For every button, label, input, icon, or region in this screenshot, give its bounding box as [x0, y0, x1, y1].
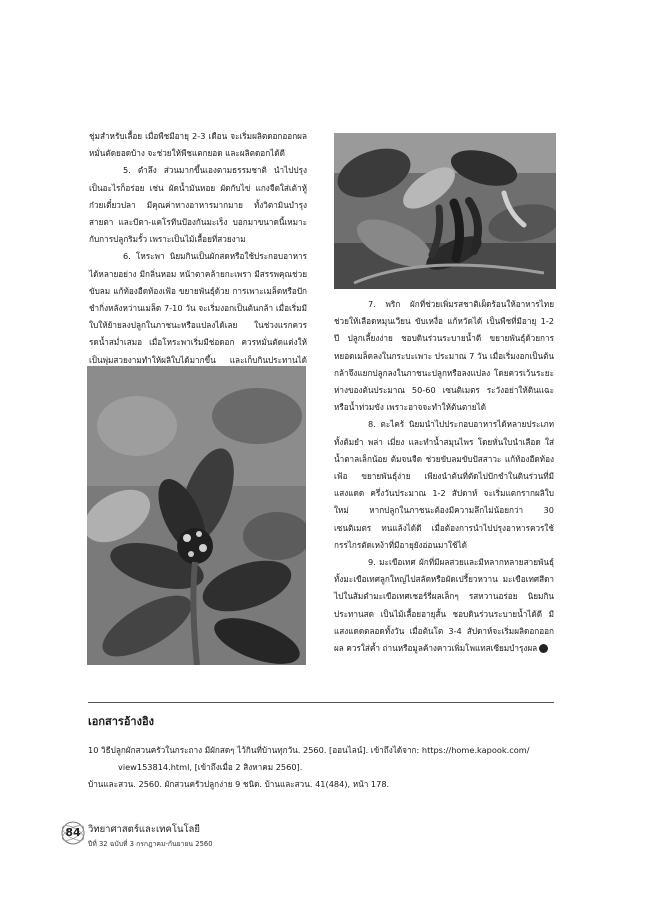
article-end-icon	[539, 644, 548, 653]
page-number: 84	[65, 826, 81, 839]
references-divider	[88, 702, 554, 703]
paragraph-item-7: 7. พริก ผักที่ช่วยเพิ่มรสชาติเผ็ดร้อนให้อาหารไทย ช่วยให้เลือดหมุนเวียน ขับเหงื่อ แก้หวัดได้ เป็นพืชที่มีอายุ 1-2 ปี ปลูกเลี้ยงง่าย ชอบดินร่วนระบายน้ำดี ขยายพันธุ์ด้วยการหยอดเมล็ดลงในกระบะเพาะ ประมาณ 7 วัน เมื่อเริ่มงอกเป็นต้นกล้าจึงแยกปลูกลงในภาชนะปลูกหรือลงแปลง โดยควรเว้นระยะห่างของต้นประมาณ 50-60 เซนติเมตร ระวังอย่าให้ดินแฉะหรือน้ำท่วมขัง เพราะอาจจะทำให้ต้นตายได้	[334, 299, 554, 413]
paragraph-item-9: 9. มะเขือเทศ ผักที่มีผลสวยและมีหลากหลายสายพันธุ์ ทั้งมะเขือเทศลูกใหญ่ไปสลัดหรือผัดเปรี้ยวหวาน มะเขือเทศสีดาไปในส้มตำมะเขือเทศเชอร์รี่ผลเล็กๆ รสหวานอร่อย นิยมกินประทานสด เป็นไม้เลื้อยอายุสั้น ชอบดินร่วนระบายน้ำได้ดี มีแสงแดดตลอดทั้งวัน เมื่อต้นโต 3-4 สัปดาห์จะเริ่มผลิดอกออกผล ควรใส่ค้ำ ถ่านหรือมูลค้างคาวเพิ่มโพแทสเซียมบำรุงผล	[334, 557, 554, 654]
references-list	[88, 742, 554, 793]
paragraph-item-6: 6. โหระพา นิยมกินเป็นผักสดหรือใช้ประกอบอาหารได้หลายอย่าง มีกลิ่นหอม หน้าตาคล้ายกะเพรา มีสรรพคุณช่วยขับลม แก้ท้องอืดท้องเฟ้อ ขยายพันธุ์ด้วย การเพาะเมล็ดหรือปักชำกิ่งหลังหว่านเมล็ด 7-10 วัน จะเริ่มงอกเป็นต้นกล้า เมื่อเริ่มมีใบให้ย้ายลงปลูกในภาชนะหรือแปลงได้เลย ในช่วงแรกควรรดน้ำสม่ำเสมอ เมื่อโหระพาเริ่มมีช่อดอก ควรหมั่นตัดแต่งให้เป็นพุ่มสวยงามทำให้ผลิใบได้มากขึ้น และเก็บกินประทานได้	[89, 251, 307, 365]
paragraph-continuation: ชุ่มสำหรับเลื้อย เมื่อพืชมีอายุ 2-3 เดือน จะเริ่มผลิตดอกออกผล หมั่นตัดยอดบ้าง จะช่วยให้พืชแตกยอด และผลิตดอกได้ดี	[89, 131, 307, 159]
reference-item: บ้านและสวน. 2560. ผักสวนครัวปลูกง่าย 9 ชนิด. บ้านและสวน. 41(484), หน้า 178.	[88, 779, 390, 789]
amaranth-plant-photo	[87, 366, 306, 665]
paragraph-item-8: 8. ตะไคร้ นิยมนำไปประกอบอาหารได้หลายประเภท ทั้งต้มยำ พล่า เมี่ยง และทำน้ำสมุนไพร โดยหั่นใบนำเลือด ใส่น้ำตาลเล็กน้อย ต้มจนจืด ช่วยขับลมขับปัสสาวะ แก้ท้องอืดท้องเฟ้อ ขยายพันธุ์ง่าย เพียงนำต้นที่ตัดไปปักชำในดินร่วนที่มีแสงแดด ครึ่งวันประมาณ 1-2 สัปดาห์ จะเริ่มแตกรากผลิใบใหม่ หากปลูกในภาชนะต้องมีความลึกไม่น้อยกว่า 30 เซนติเมตร ทนแล้งได้ดี เมื่อต้องการนำไปปรุงอาหารควรใช้กรรไกรตัดเหง้าที่มีอายุยังอ่อนมาใช้ได้	[334, 419, 554, 550]
reference-item-continuation: view153814.html, [เข้าถึงเมื่อ 2 สิงหาคม 2560].	[118, 762, 303, 772]
left-text-column	[89, 128, 307, 386]
chili-plant-photo	[334, 133, 556, 289]
right-text-column	[334, 296, 554, 657]
reference-item: 10 วิธีปลูกผักสวนครัวในกระถาง มีผักสดๆ ไว้กินที่บ้านทุกวัน. 2560. [ออนไลน์]. เข้าถึงได้จาก: https://home.kapook.com/	[88, 745, 530, 755]
references-heading: เอกสารอ้างอิง	[88, 715, 154, 728]
journal-title: วิทยาศาสตร์และเทคโนโลยี	[88, 824, 200, 835]
page-footer	[60, 818, 260, 858]
journal-issue: ปีที่ 32 ฉบับที่ 3 กรกฎาคม-กันยายน 2560	[88, 840, 213, 848]
paragraph-item-5: 5. ตำลึง ส่วนมากขึ้นเองตามธรรมชาติ นำไปปรุงเป็นอะไรก็อร่อย เช่น ผัดน้ำมันหอย ผัดกับไข่ แกงจืดใส่เต้าหู้ ก๋วยเตี๋ยวปลา มีคุณค่าทางอาหารมากมาย ทั้งวิตามินบำรุงสายตา และบีตา-แคโรทีนป้องกันมะเร็ง บอกมาขนาดนี้เหมาะกับการปลูกริมรั้ว เพราะเป็นไม้เลื้อยที่สวยงาม	[89, 165, 307, 245]
